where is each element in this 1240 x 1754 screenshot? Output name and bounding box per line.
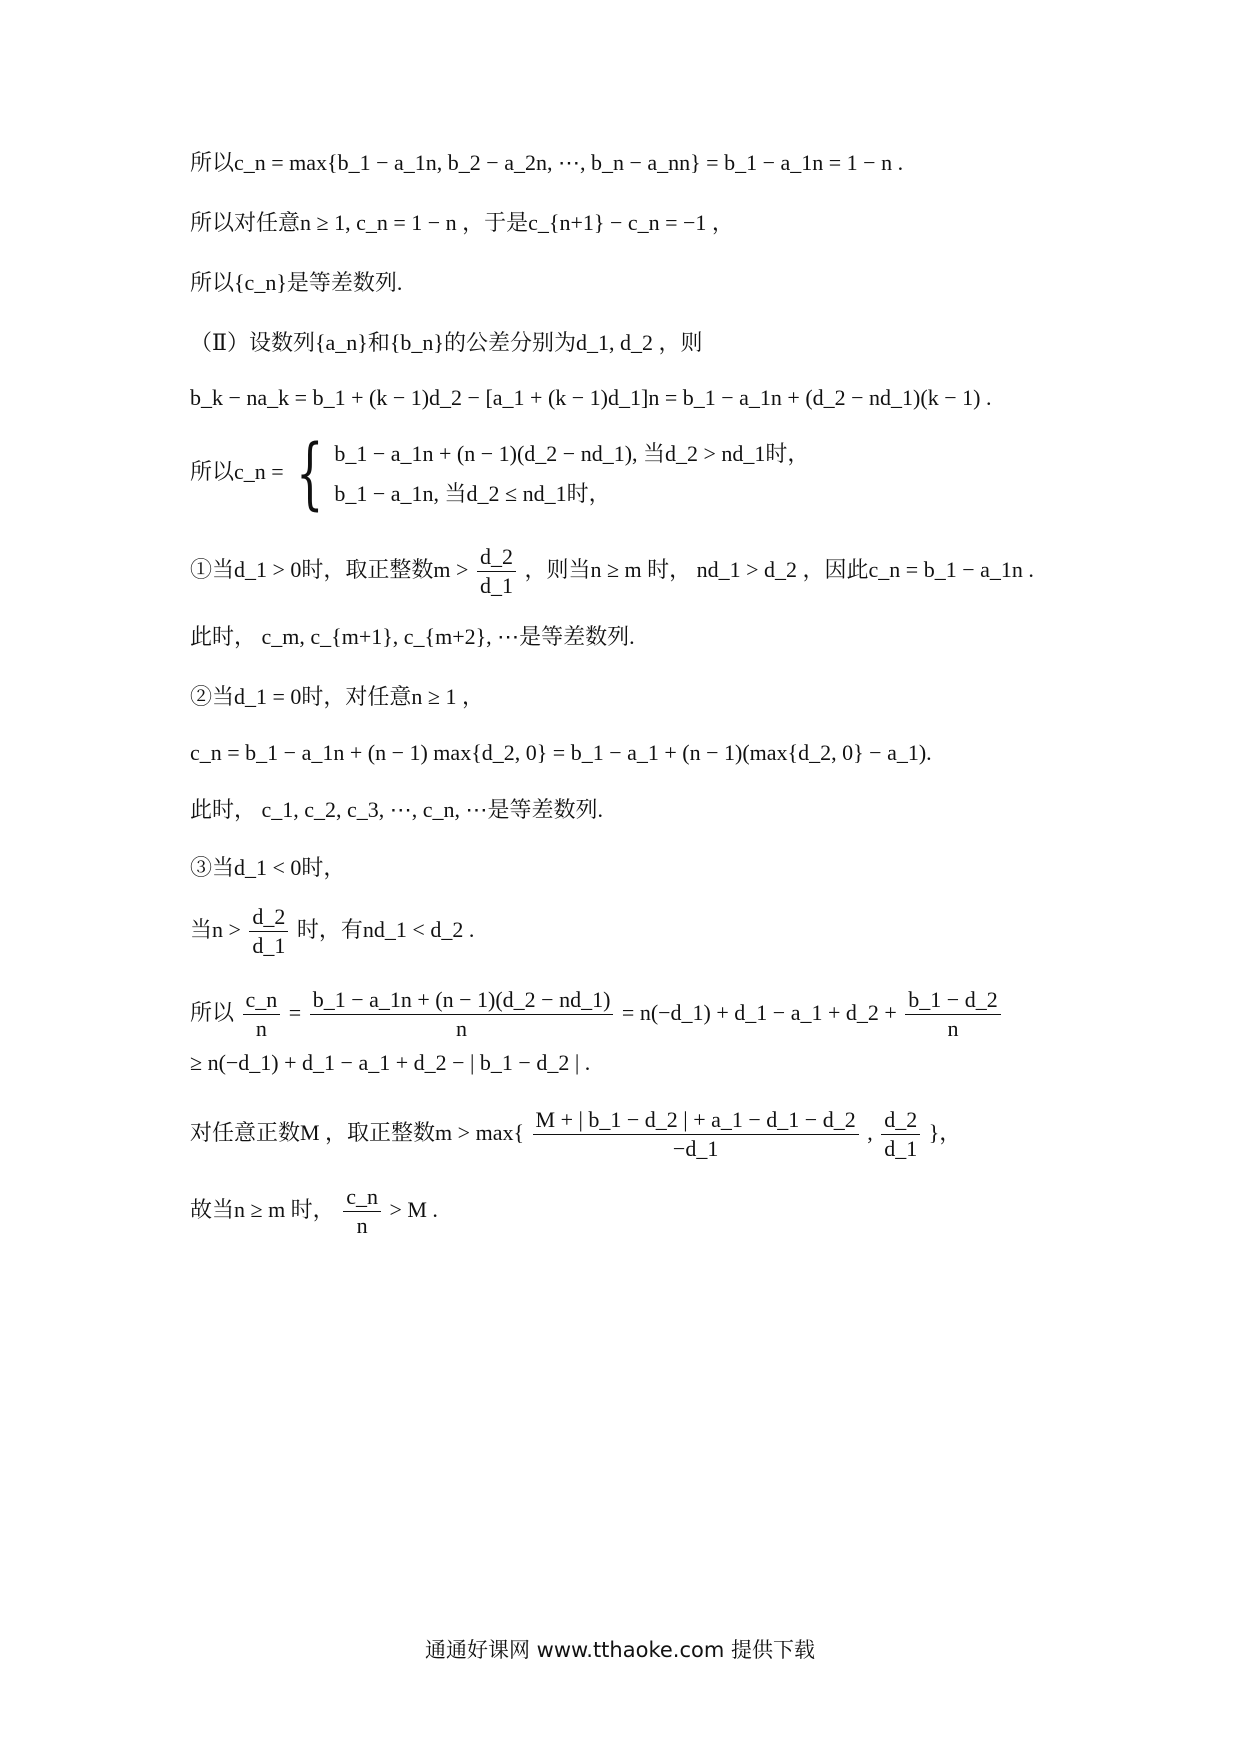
- line-16: 故当n ≥ m 时， $\frac{c\_n}{n}$ > M .: [190, 1184, 438, 1239]
- line-10: 此时， c_1, c_2, c_3, ⋯, c_n, ⋯是等差数列.: [190, 797, 604, 822]
- case-1: b_1 − a_1n + (n − 1)(d_2 − nd_1), 当d_2 > nd_1时，: [334, 440, 810, 466]
- piecewise-line: 所以c_n = { b_1 − a_1n + (n − 1)(d_2 − nd_1), 当d_2 > nd_1时， b_1 − a_1n, 当d_2 ≤ nd_1时，: [190, 428, 810, 519]
- line-12: 当n > $\frac{d\_2}{d\_1}$ 时，有nd_1 < d_2 .: [190, 904, 475, 959]
- cases-block: [334, 434, 809, 514]
- fraction-cn-n-b: $\frac{c\_n}{n}$: [343, 1183, 381, 1240]
- fraction-M: $\frac{M + | b\_1 - d\_2 | + a\_1 - d\_1 - d\_2}{-d\_1}$: [533, 1106, 859, 1163]
- fraction-d2-d1-b: $\frac{d\_2}{d\_1}$: [249, 903, 288, 960]
- line-2: 所以对任意n ≥ 1, c_n = 1 − n ，于是c_{n+1} − c_n = −1 ，: [190, 210, 734, 235]
- line-13: 所以 $\frac{c\_n}{n}$ = $\frac{b\_1 - a\_1n + (n - 1)(d\_2 - nd\_1)}{n}$ = n(−d_1) + d_1 − a_1 + d_2 + $\frac{b\_1 - d\_2}{n}$: [190, 983, 1004, 1043]
- line-7: 此时， c_m, c_{m+1}, c_{m+2}, ⋯是等差数列.: [190, 624, 635, 649]
- fraction-long: $\frac{b\_1 - a\_1n + (n - 1)(d\_2 - nd\_1)}{n}$: [310, 986, 614, 1043]
- case-2: b_1 − a_1n, 当d_2 ≤ nd_1时，: [334, 480, 611, 506]
- fraction-cn-n: $\frac{c\_n}{n}$: [243, 986, 281, 1043]
- line-14: ≥ n(−d_1) + d_1 − a_1 + d_2 − | b_1 − d_2 | .: [190, 1050, 591, 1075]
- fraction-d2-d1: $\frac{d\_2}{d\_1}$: [477, 543, 516, 600]
- line-9: c_n = b_1 − a_1n + (n − 1) max{d_2, 0} = b_1 − a_1 + (n − 1)(max{d_2, 0} − a_1).: [190, 740, 932, 765]
- line-5: b_k − na_k = b_1 + (k − 1)d_2 − [a_1 + (k − 1)d_1]n = b_1 − a_1n + (d_2 − nd_1)(k − 1) .: [190, 385, 992, 410]
- line-15: 对任意正数M ，取正整数m > max{ $\frac{M + | b\_1 - d\_2 | + a\_1 - d\_1 - d\_2}{-d\_1}$ , $\frac{d\_2}{d\_1}$ }，: [190, 1107, 962, 1162]
- line-8: ②当d_1 = 0时，对任意n ≥ 1 ，: [190, 684, 484, 709]
- line-case-positive: ①当d_1 > 0时，取正整数m > $\frac{d\_2}{d\_1}$ ，则当n ≥ m 时， nd_1 > d_2 ，因此c_n = b_1 − a_1n .: [190, 544, 1034, 599]
- line-4: （Ⅱ）设数列{a_n}和{b_n}的公差分别为d_1, d_2 ，则: [190, 330, 703, 355]
- line-1: 所以c_n = max{b_1 − a_1n, b_2 − a_2n, ⋯, b_n − a_nn} = b_1 − a_1n = 1 − n .: [190, 150, 904, 175]
- fraction-d2-d1-c: $\frac{d\_2}{d\_1}$: [881, 1106, 920, 1163]
- line-3: 所以{c_n}是等差数列.: [190, 270, 403, 295]
- fraction-b1-d2: $\frac{b\_1 - d\_2}{n}$: [905, 986, 1000, 1043]
- footer-credit: 通通好课网 www.tthaoke.com 提供下载: [425, 1638, 815, 1662]
- line-11: ③当d_1 < 0时，: [190, 855, 346, 880]
- left-brace: {: [296, 428, 324, 519]
